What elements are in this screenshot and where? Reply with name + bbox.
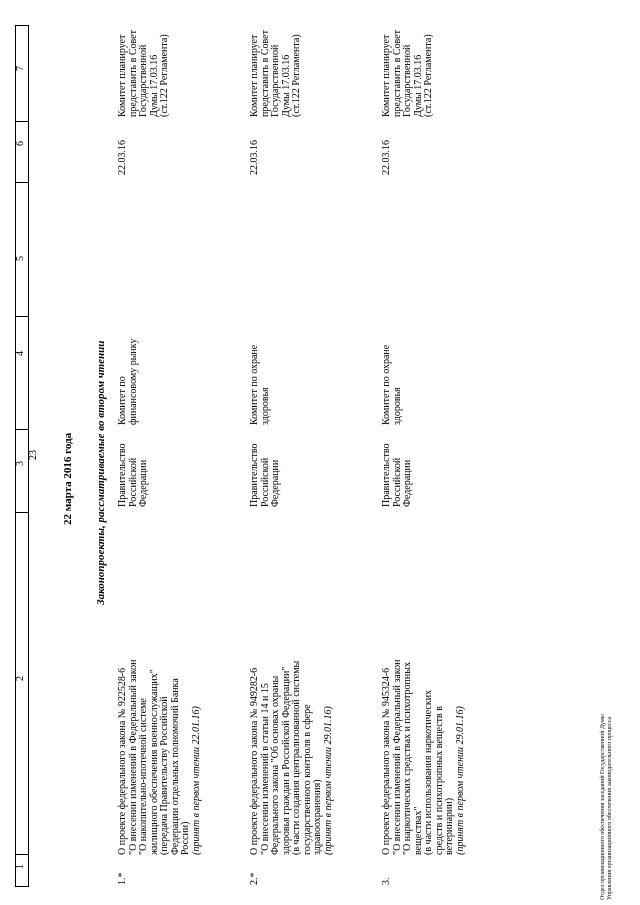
bill-title-line: "О наркотических средствах и психотропных: [402, 662, 413, 855]
initiator-line: Правительство: [117, 443, 128, 507]
date-heading: 22 марта 2016 года: [62, 432, 74, 525]
committee-note: [382, 30, 435, 117]
initiator: [250, 443, 282, 507]
bill-title-line: (передача Правительству Российской: [159, 696, 170, 855]
bill-title-line: здоровья граждан в Российской Федерации": [280, 666, 292, 855]
initiator-line: Федерации: [270, 459, 281, 507]
page-number: 23: [28, 450, 39, 460]
column-6-header: 6: [15, 141, 26, 146]
bill-title-line: Федерального закона "Об основах охраны: [270, 675, 281, 855]
note-line: (ст.122 Регламента): [423, 34, 434, 117]
note-line: Государственной: [270, 44, 281, 117]
column-3-header: 3: [15, 461, 26, 466]
divider: [15, 429, 28, 430]
divider: [15, 182, 28, 183]
note-line: Думы 17.03.16: [148, 54, 160, 117]
note-line: Государственной: [402, 44, 413, 117]
bill-title-line: средств и психотропных веществ в: [433, 706, 445, 855]
footer-line: Отдел организационного обеспечения заседаний Государственной Думы: [600, 714, 606, 900]
bill-title-line: веществах": [412, 806, 424, 855]
bill-title-line: О проекте федерального закона № 945324-6: [381, 667, 392, 855]
column-4-header: 4: [15, 351, 26, 356]
initiator-line: Федерации: [138, 459, 149, 507]
note-line: представить в Совет: [391, 30, 403, 117]
committee: [250, 345, 271, 425]
note-line: (ст.122 Регламента): [291, 34, 302, 117]
bill-title-line: "О внесении изменений в Федеральный закон: [127, 659, 139, 855]
row-number: 2.*: [249, 872, 260, 885]
row-number: 1.*: [117, 872, 128, 885]
bill-title-line: ветеринарии): [444, 797, 455, 855]
bill-title: [382, 515, 466, 855]
first-reading-status: (принят в первом чтении 22.01.16): [190, 706, 202, 855]
note-line: Комитет планирует: [117, 34, 128, 117]
first-reading-status: (принят в первом чтении 29.01.16): [322, 706, 334, 855]
bill-title: [250, 515, 334, 855]
bill-title-line: "О внесении изменений в Федеральный закон: [391, 659, 403, 855]
note-line: представить в Совет: [259, 30, 271, 117]
initiator-line: Российской: [127, 457, 139, 507]
bill-title-line: "О накопительно-ипотечной системе: [138, 698, 149, 855]
committee-line: здоровья: [391, 387, 403, 425]
bill-title-line: "О внесении изменений в статьи 14 и 15: [259, 683, 271, 855]
divider: [15, 854, 28, 855]
bill-title-line: государственного контроля в сфере: [301, 704, 313, 855]
divider: [15, 512, 28, 513]
initiator-line: Правительство: [381, 443, 392, 507]
note-line: Думы 17.03.16: [280, 54, 292, 117]
bill-title-line: О проекте федерального закона № 949282-6: [249, 667, 260, 855]
note-line: представить в Совет: [127, 30, 139, 117]
note-line: (ст.122 Регламента): [159, 34, 170, 117]
committee-line: Комитет по: [117, 376, 128, 425]
column-5-header: 5: [15, 256, 26, 261]
committee: [118, 339, 139, 426]
bill-title-line: (в части создания централизованной системы: [291, 660, 302, 855]
note-line: Государственной: [138, 44, 149, 117]
bill-title-line: жилищного обеспечения военнослужащих": [148, 669, 160, 855]
column-header-row: [15, 25, 29, 887]
initiator: [118, 443, 150, 507]
committee-line: Комитет по охране: [249, 344, 260, 425]
note-line: Думы 17.03.16: [412, 54, 424, 117]
committee: [382, 345, 403, 425]
note-line: Комитет планирует: [381, 34, 392, 117]
footer: [600, 714, 614, 900]
review-date: 22.03.16: [249, 140, 260, 175]
initiator-line: Российской: [259, 457, 271, 507]
section-heading: Законопроекты, рассматриваемые во втором чтении: [95, 340, 107, 605]
bill-title: [118, 515, 202, 855]
initiator-line: Российской: [391, 457, 403, 507]
committee-line: финансовому рынку: [127, 338, 139, 425]
first-reading-status: (принят в первом чтении 29.01.16): [454, 706, 466, 855]
column-2-header: 2: [15, 676, 26, 681]
initiator-line: Правительство: [249, 443, 260, 507]
bill-title-line: О проекте федерального закона № 922528-6: [117, 667, 128, 855]
row-number: 3.: [381, 877, 392, 885]
initiator: [382, 443, 414, 507]
note-line: Комитет планирует: [249, 34, 260, 117]
divider: [15, 121, 28, 122]
committee-note: [118, 30, 171, 117]
committee-note: [250, 30, 303, 117]
review-date: 22.03.16: [117, 140, 128, 175]
initiator-line: Федерации: [402, 459, 413, 507]
review-date: 22.03.16: [381, 140, 392, 175]
column-1-header: 1: [15, 864, 26, 869]
committee-line: здоровья: [259, 387, 271, 425]
bill-title-line: Федерации отдельных полномочий Банка: [169, 678, 181, 855]
column-7-header: 7: [15, 66, 26, 71]
committee-line: Комитет по охране: [381, 344, 392, 425]
bill-title-line: (в части использования наркотических: [423, 689, 434, 855]
bill-title-line: здравоохранения): [312, 779, 323, 855]
divider: [15, 316, 28, 317]
footer-line: Управления организационного обеспечения законодательного процесса: [607, 716, 613, 900]
bill-title-line: России): [180, 821, 191, 855]
